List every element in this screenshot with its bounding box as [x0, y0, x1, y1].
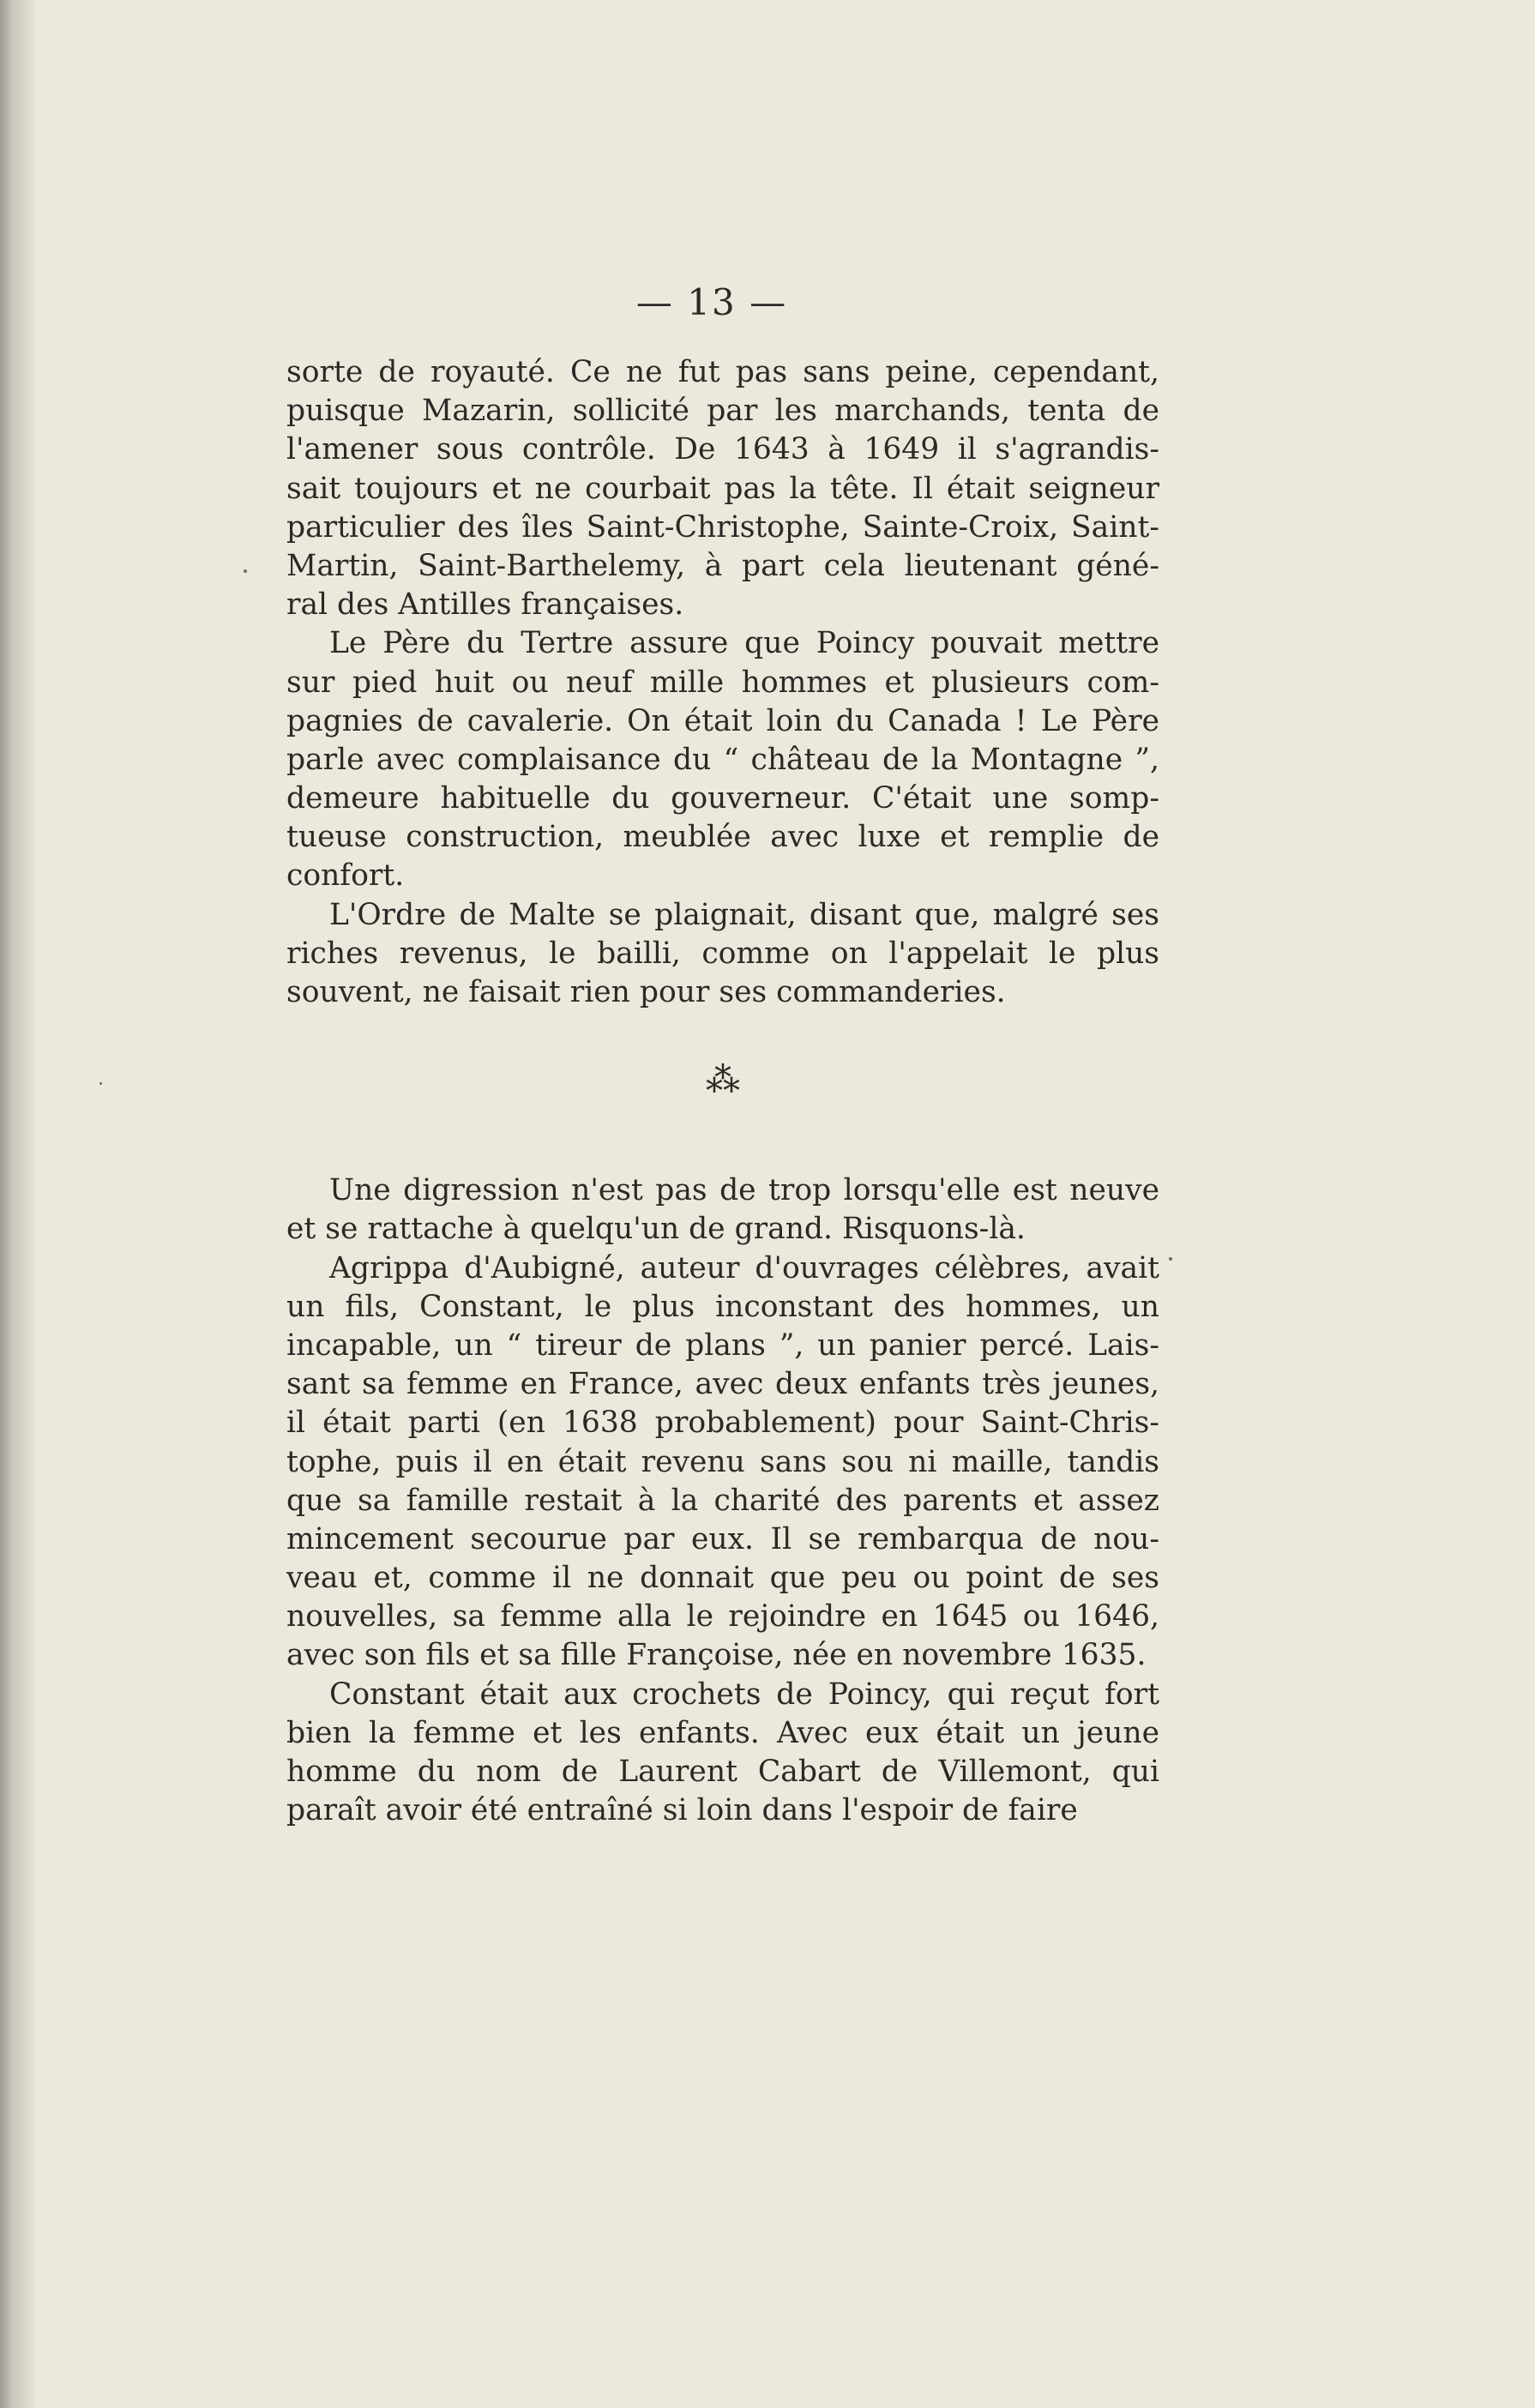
text-line: particulier des îles Saint-Christophe, Sainte-Croix, Saint-: [286, 509, 1159, 545]
text-line: sorte de royauté. Ce ne fut pas sans peine, cependant,: [286, 355, 1159, 389]
text-line: ral des Antilles françaises.: [286, 587, 684, 623]
text-line: et se rattache à quelqu'un de grand. Risquons-là.: [286, 1212, 1026, 1247]
body-text: [286, 353, 1159, 1830]
text-line: bien la femme et les enfants. Avec eux était un jeune: [286, 1715, 1159, 1750]
text-line: sait toujours et ne courbait pas la tête. Il était seigneur: [286, 471, 1159, 506]
paper-speck: [244, 569, 247, 573]
text-line: veau et, comme il ne donnait que peu ou point de ses: [286, 1561, 1159, 1596]
text-line: sur pied huit ou neuf mille hommes et plusieurs com-: [286, 665, 1159, 700]
text-line: parle avec complaisance du “ château de la Montagne ”,: [286, 742, 1159, 777]
text-line: tophe, puis il en était revenu sans sou ni maille, tandis: [286, 1444, 1159, 1479]
text-line: Une digression n'est pas de trop lorsqu'elle est neuve: [329, 1173, 1159, 1208]
text-line: Martin, Saint-Barthelemy, à part cela lieutenant géné-: [286, 548, 1159, 583]
paragraph: [286, 896, 1159, 1013]
text-line: sant sa femme en France, avec deux enfants très jeunes,: [286, 1367, 1159, 1402]
text-line: il était parti (en 1638 probablement) pour Saint-Chris-: [286, 1406, 1159, 1441]
asterism-ornament: ⁂: [706, 1061, 740, 1101]
paragraph: [286, 353, 1159, 624]
text-line: L'Ordre de Malte se plaignait, disant que, malgré ses: [329, 897, 1159, 932]
text-line: Agrippa d'Aubigné, auteur d'ouvrages célèbres, avait: [329, 1250, 1159, 1285]
text-line: mincement secourue par eux. Il se rembarqua de nou-: [286, 1521, 1159, 1556]
text-line: souvent, ne faisait rien pour ses commanderies.: [286, 975, 1006, 1009]
paragraph: [286, 1249, 1159, 1676]
text-line: confort.: [286, 858, 405, 894]
text-line: Constant était aux crochets de Poincy, qui reçut fort: [329, 1677, 1159, 1712]
section-after-separator: [286, 1171, 1159, 1830]
text-line: demeure habituelle du gouverneur. C'était une somp-: [286, 781, 1159, 816]
text-line: puisque Mazarin, sollicité par les marchands, tenta de: [286, 394, 1159, 429]
text-line: homme du nom de Laurent Cabart de Villemont, qui: [286, 1755, 1159, 1789]
text-line: paraît avoir été entraîné si loin dans l'espoir de faire: [286, 1793, 1078, 1828]
paper-speck: [99, 1082, 102, 1085]
text-line: riches revenus, le bailli, comme on l'appelait le plus: [286, 936, 1159, 971]
page-gutter-shadow: [0, 0, 34, 2408]
paper-speck: [1169, 1257, 1172, 1261]
paragraph: [286, 1171, 1159, 1249]
text-line: un fils, Constant, le plus inconstant des hommes, un: [286, 1289, 1159, 1324]
text-line: nouvelles, sa femme alla le rejoindre en 1645 ou 1646,: [286, 1599, 1159, 1634]
text-line: avec son fils et sa fille Françoise, née en novembre 1635.: [286, 1638, 1147, 1673]
section-separator: [286, 1012, 1159, 1171]
text-line: que sa famille restait à la charité des parents et assez: [286, 1483, 1159, 1518]
section-before-separator: [286, 353, 1159, 1012]
paragraph: [286, 1676, 1159, 1831]
paragraph: [286, 624, 1159, 895]
text-line: tueuse construction, meublée avec luxe et remplie de: [286, 820, 1159, 855]
text-line: Le Père du Tertre assure que Poincy pouvait mettre: [329, 626, 1159, 661]
page-number: — 13 —: [635, 281, 788, 323]
text-line: incapable, un “ tireur de plans ”, un panier percé. Lais-: [286, 1327, 1159, 1363]
text-line: pagnies de cavalerie. On était loin du Canada ! Le Père: [286, 703, 1159, 738]
text-line: l'amener sous contrôle. De 1643 à 1649 il s'agrandis-: [286, 432, 1159, 467]
